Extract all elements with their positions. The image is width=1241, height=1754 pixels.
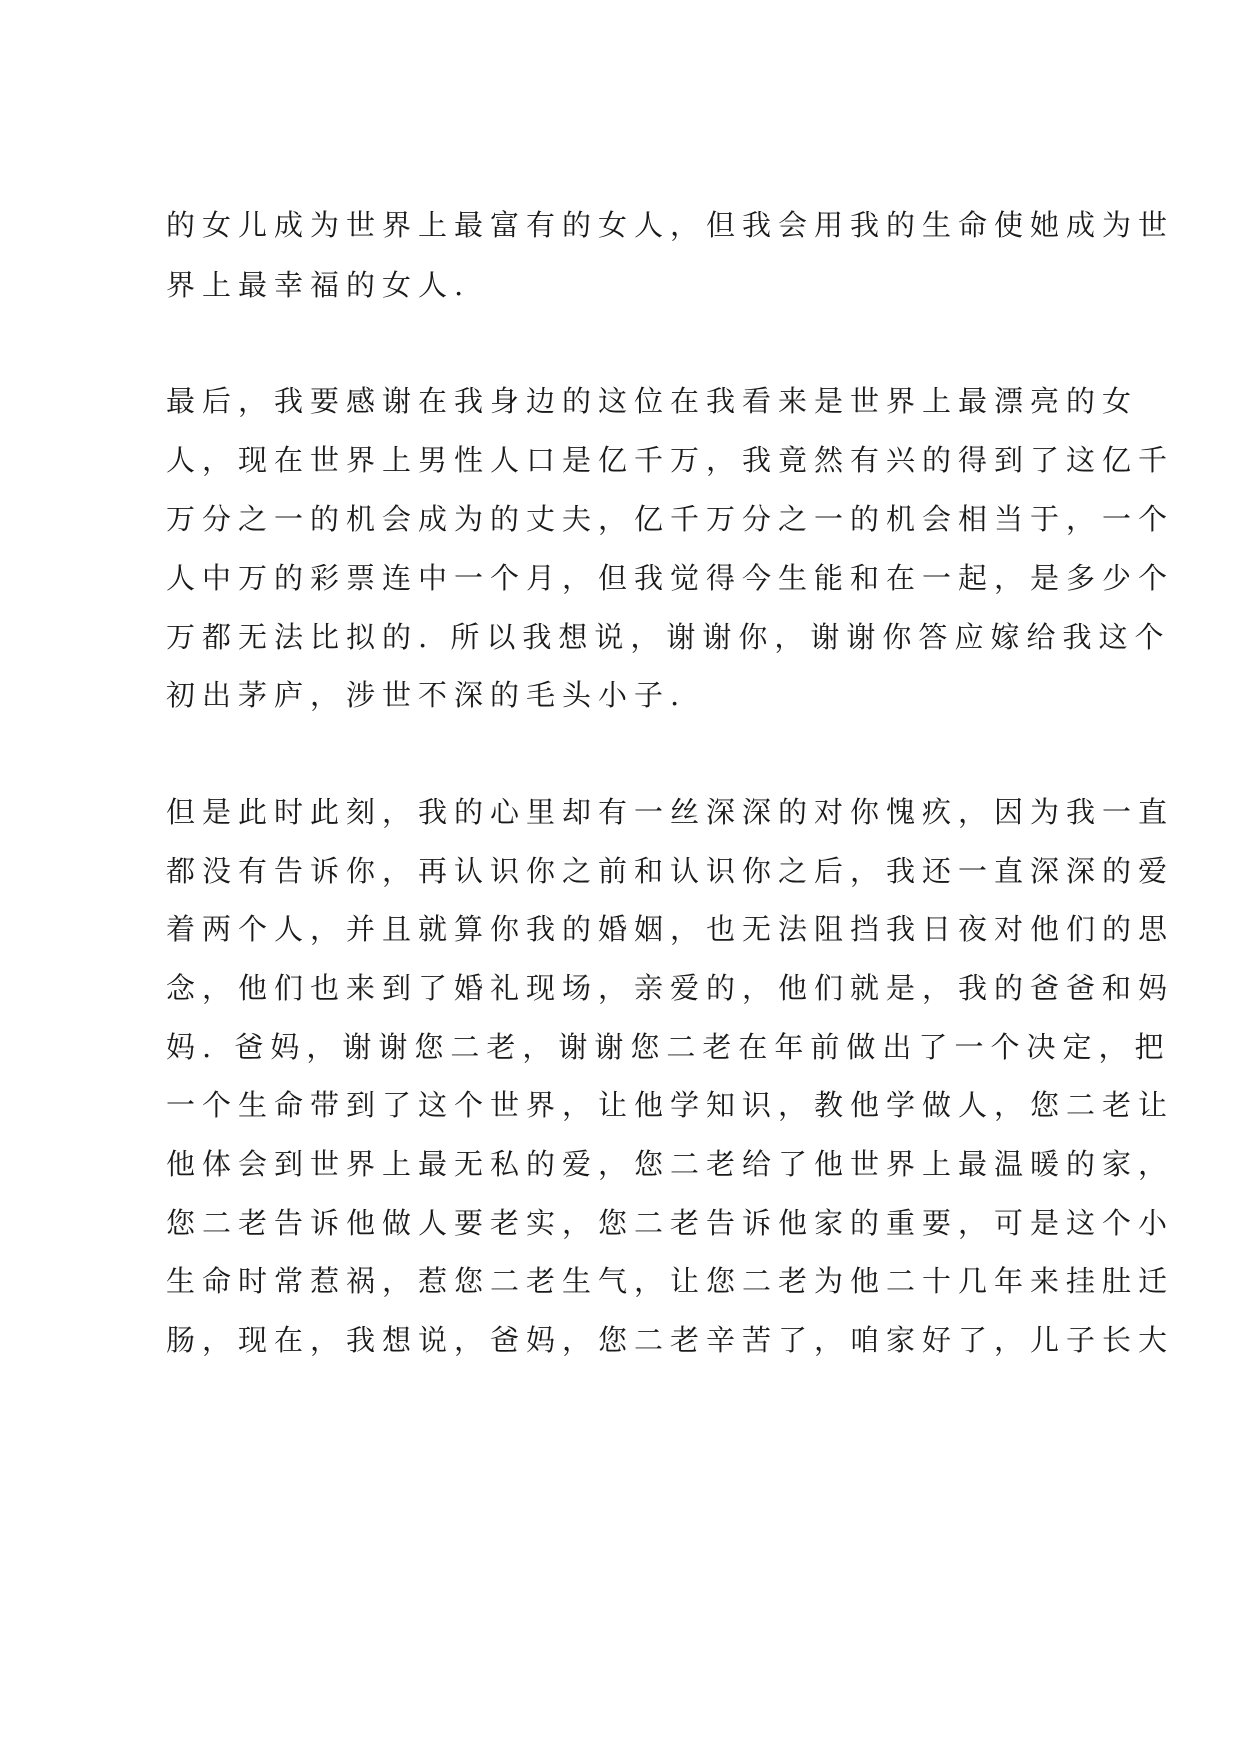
- text-line: 念，他们也来到了婚礼现场，亲爱的，他们就是，我的爸爸和妈: [166, 971, 1175, 1005]
- text-line: 初出茅庐，涉世不深的毛头小子.: [166, 678, 687, 712]
- text-line: 妈. 爸妈，谢谢您二老，谢谢您二老在年前做出了一个决定，把: [166, 1030, 1171, 1064]
- text-line: 万分之一的机会成为的丈夫，亿千万分之一的机会相当于，一个: [166, 502, 1175, 536]
- text-line: 最后，我要感谢在我身边的这位在我看来是世界上最漂亮的女: [166, 384, 1139, 418]
- text-line: 但是此时此刻，我的心里却有一丝深深的对你愧疚，因为我一直: [166, 795, 1175, 829]
- text-line: 您二老告诉他做人要老实，您二老告诉他家的重要，可是这个小: [166, 1206, 1175, 1240]
- text-line: 他体会到世界上最无私的爱，您二老给了他世界上最温暖的家，: [166, 1147, 1175, 1181]
- text-line: 一个生命带到了这个世界，让他学知识，教他学做人，您二老让: [166, 1088, 1175, 1122]
- text-line: 万都无法比拟的. 所以我想说，谢谢你，谢谢你答应嫁给我这个: [166, 620, 1171, 654]
- text-line: 生命时常惹祸，惹您二老生气，让您二老为他二十几年来挂肚迁: [166, 1264, 1175, 1298]
- text-line: 人，现在世界上男性人口是亿千万，我竟然有兴的得到了这亿千: [166, 443, 1175, 477]
- text-line: 着两个人，并且就算你我的婚姻，也无法阻挡我日夜对他们的思: [166, 912, 1175, 946]
- text-line: 都没有告诉你，再认识你之前和认识你之后，我还一直深深的爱: [166, 854, 1175, 888]
- text-line: 人中万的彩票连中一个月，但我觉得今生能和在一起，是多少个: [166, 561, 1175, 595]
- text-line: 的女儿成为世界上最富有的女人，但我会用我的生命使她成为世: [166, 208, 1175, 242]
- text-line: 界上最幸福的女人.: [166, 268, 471, 302]
- text-line: 肠，现在，我想说，爸妈，您二老辛苦了，咱家好了，儿子长大: [166, 1323, 1175, 1357]
